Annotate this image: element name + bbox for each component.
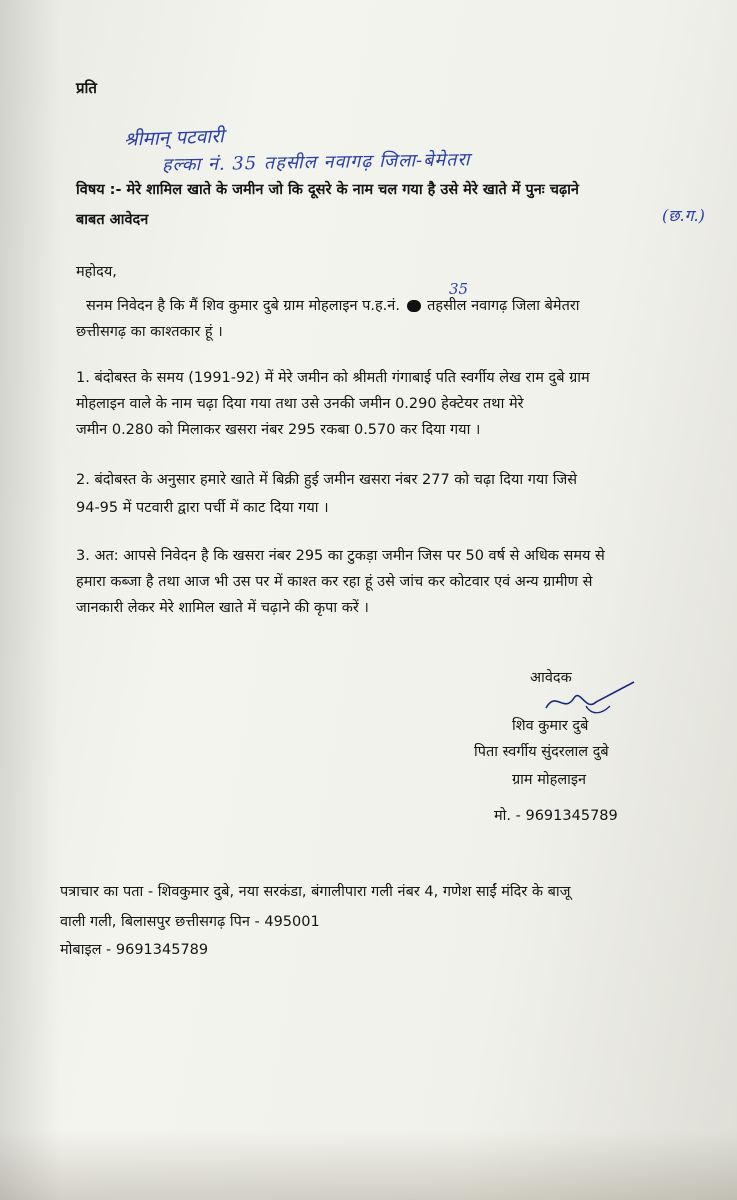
intro-line-2: छत्तीसगढ़ का काश्तकार हूं ।: [76, 324, 223, 340]
intro-line-1-end: तहसील नवागढ़ जिला बेमेतरा: [427, 298, 580, 314]
applicant-village: ग्राम मोहलाइन: [512, 772, 587, 788]
address-line-1: पत्राचार का पता - शिवकुमार दुबे, नया सरकंडा, बंगालीपारा गली नंबर 4, गणेश साईं मंदिर के बाजू: [60, 884, 571, 900]
intro-line-1-text: सनम निवेदन है कि मैं शिव कुमार दुबे ग्राम मोहलाइन प.ह.नं.: [86, 298, 400, 314]
salutation: महोदय,: [76, 264, 117, 280]
applicant-name: शिव कुमार दुबे: [512, 718, 589, 734]
point-1-line-3: जमीन 0.280 को मिलाकर खसरा नंबर 295 रकबा 0.570 कर दिया गया ।: [76, 422, 481, 438]
point-2-line-1: 2. बंदोबस्त के अनुसार हमारे खाते में बिक्री हुई जमीन खसरा नंबर 277 को चढ़ा दिया गया जिसे: [76, 472, 578, 488]
prati-label: प्रति: [76, 79, 97, 97]
applicant-label: आवेदक: [530, 670, 572, 686]
address-line-2: वाली गली, बिलासपुर छत्तीसगढ़ पिन - 495001: [60, 914, 320, 930]
handwritten-cg-abbr: (छ.ग.): [662, 206, 705, 225]
handwritten-addressee-line2: हल्का नं. 35 तहसील नवागढ़ जिला-बेमेतरा: [161, 149, 471, 176]
subject-line-2: बाबत आवेदन: [76, 212, 149, 228]
point-1-line-2: मोहलाइन वाले के नाम चढ़ा दिया गया तथा उसे उनकी जमीन 0.290 हेक्टेयर तथा मेरे: [76, 396, 524, 412]
point-3-line-3: जानकारी लेकर मेरे शामिल खाते में चढ़ाने की कृपा करें ।: [76, 600, 369, 616]
handwritten-addressee-line1: श्रीमान् पटवारी: [123, 125, 225, 151]
page-shadow: [0, 0, 60, 1200]
page-shadow-bottom: [0, 1130, 737, 1200]
point-1-line-1: 1. बंदोबस्त के समय (1991-92) में मेरे जमीन को श्रीमती गंगाबाई पति स्वर्गीय लेख राम दुबे ग्राम: [76, 370, 590, 386]
point-2-line-2: 94-95 में पटवारी द्वारा पर्ची में काट दिया गया ।: [76, 500, 329, 516]
handwritten-halka-no: 35: [449, 280, 469, 298]
intro-line-1: [86, 296, 580, 316]
subject-line-1: विषय :- मेरे शामिल खाते के जमीन जो कि दूसरे के नाम चल गया है उसे मेरे खाते में पुनः चढ़ाने: [76, 182, 579, 198]
point-3-line-2: हमारा कब्जा है तथा आज भी उस पर में काश्त कर रहा हूं उसे जांच कर कोटवार एवं अन्य ग्रामीण से: [76, 574, 593, 590]
applicant-father: पिता स्वर्गीय सुंदरलाल दुबे: [474, 744, 609, 760]
address-mobile: मोबाइल - 9691345789: [60, 942, 209, 958]
applicant-mobile: मो. - 9691345789: [494, 808, 618, 824]
point-3-line-1: 3. अत: आपसे निवेदन है कि खसरा नंबर 295 का टुकड़ा जमीन जिस पर 50 वर्ष से अधिक समय से: [76, 548, 605, 564]
scribble-mark: [407, 300, 421, 312]
signature-scribble: [540, 676, 640, 720]
